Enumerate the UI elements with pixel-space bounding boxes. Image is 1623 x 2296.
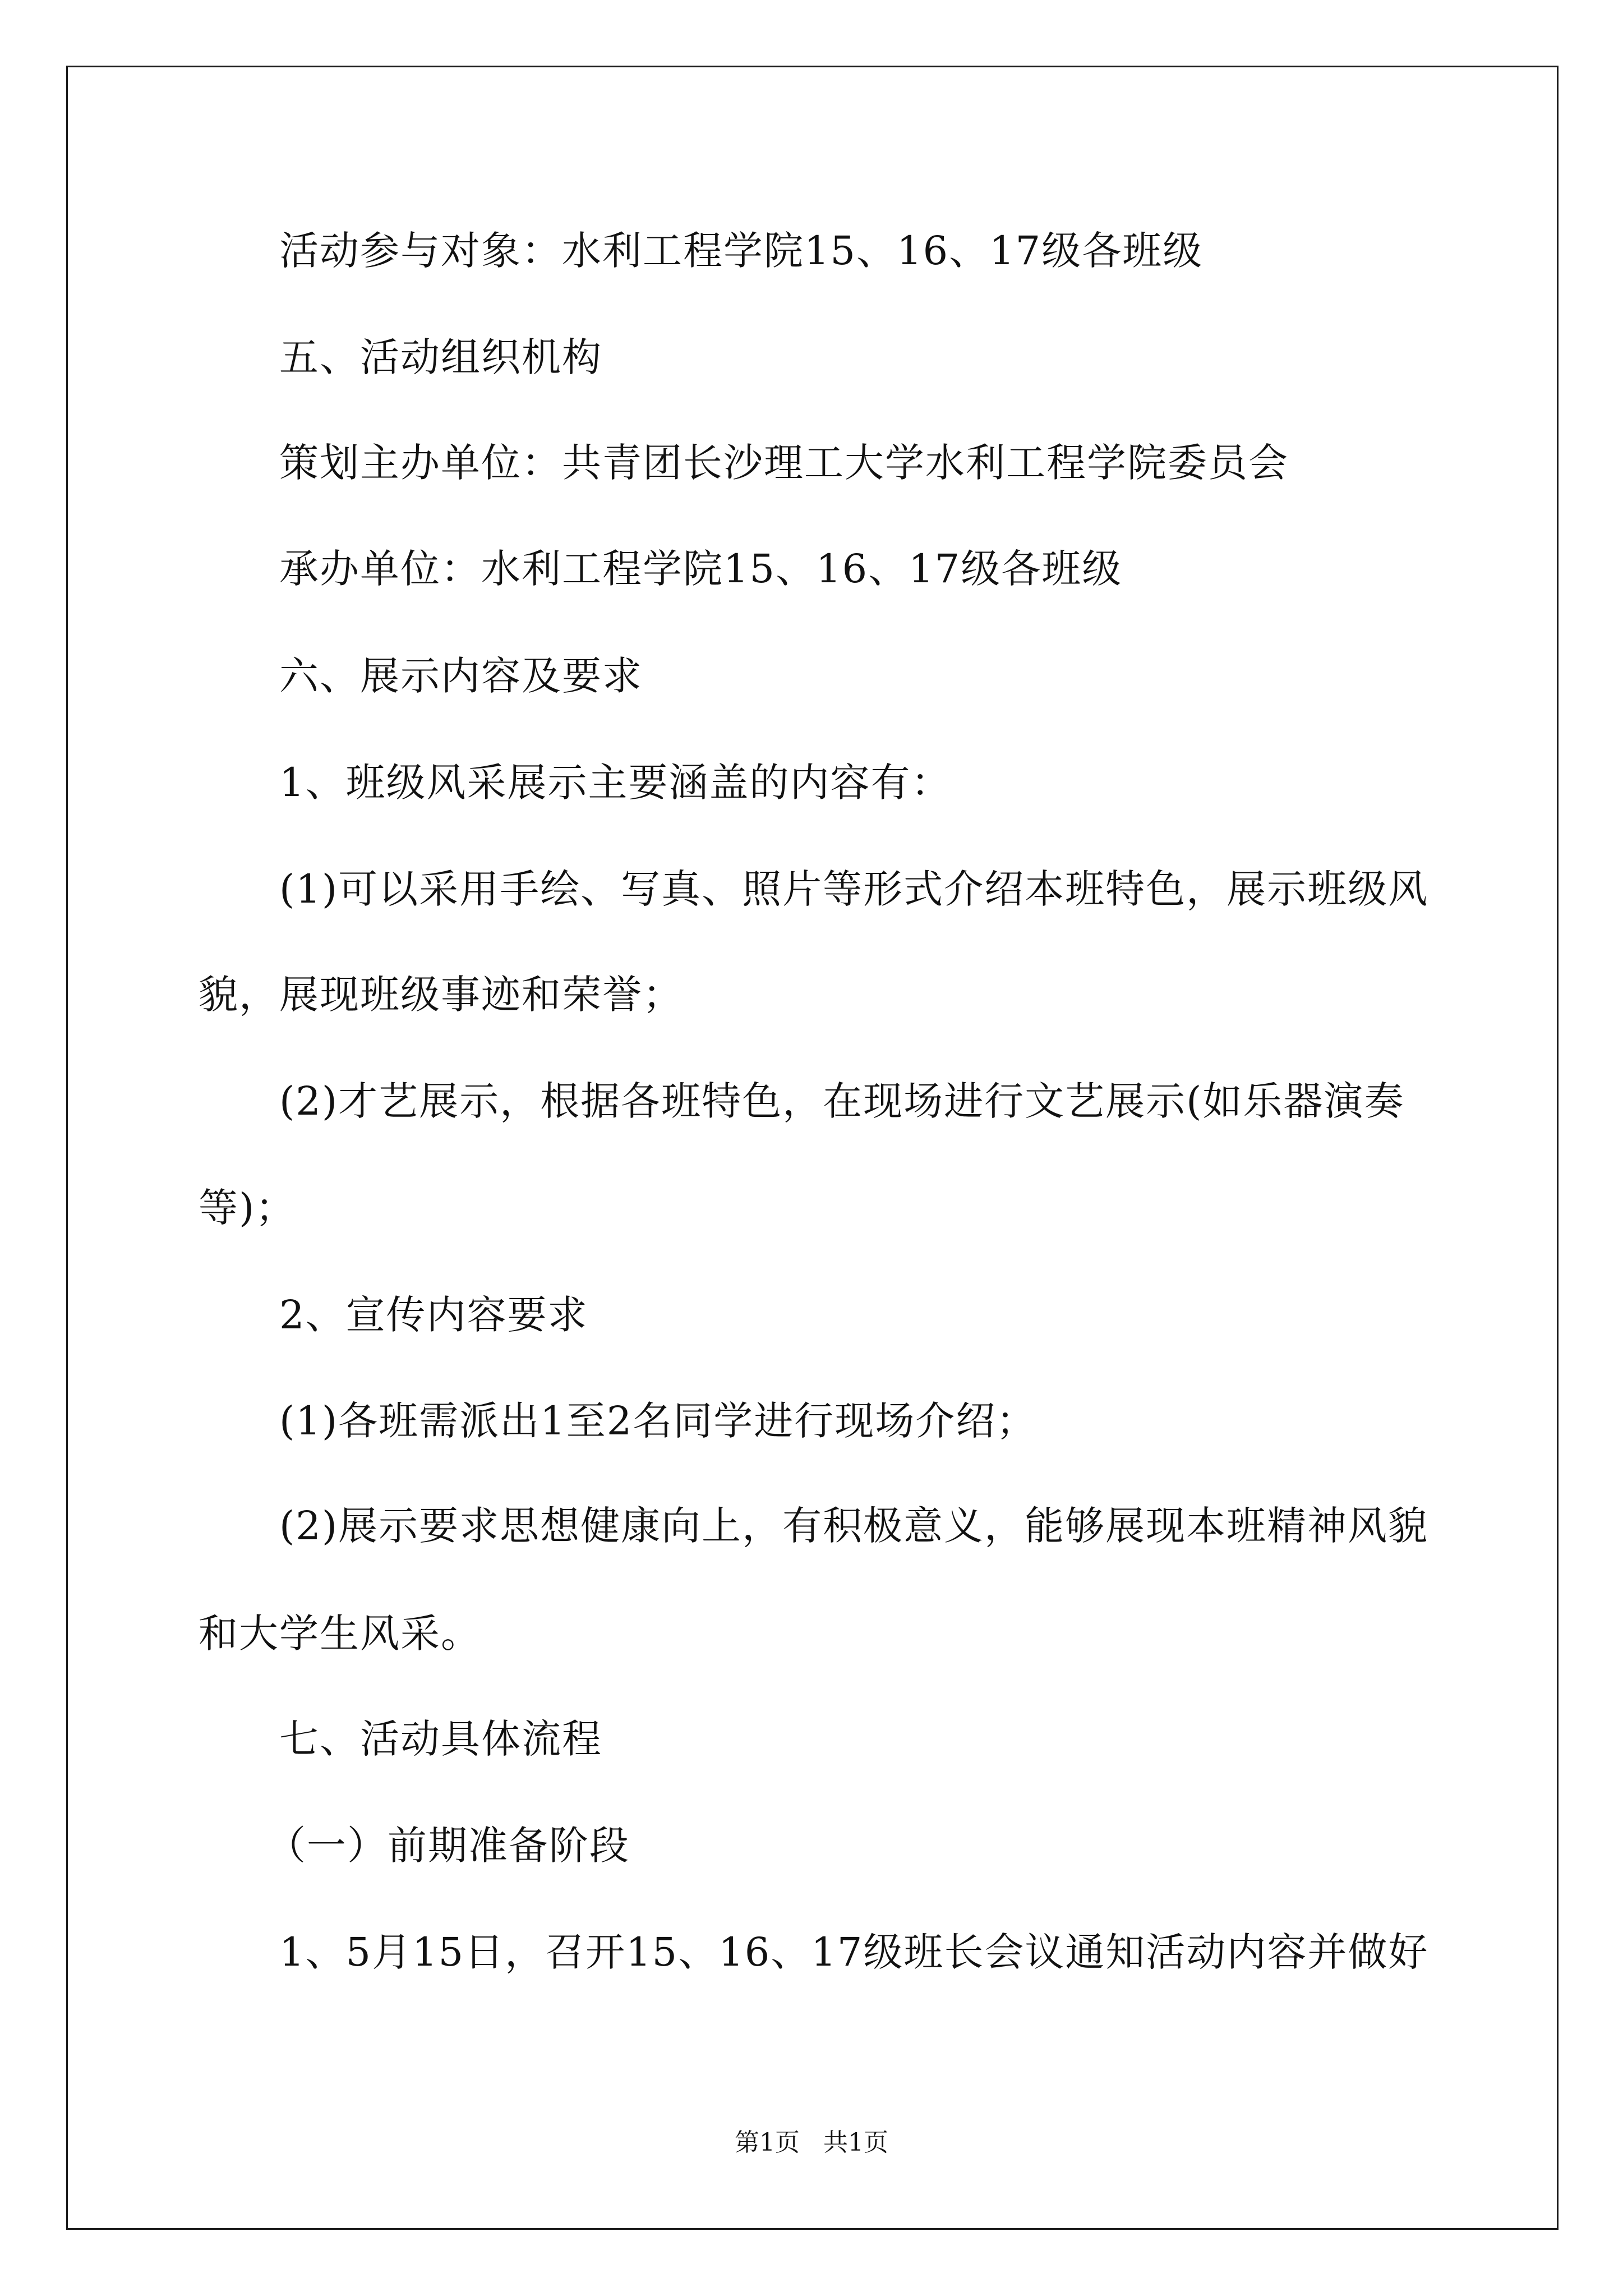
text-line: 貌，展现班级事迹和荣誉；: [199, 972, 683, 1018]
text-line: (1)可以采用手绘、写真、照片等形式介绍本班特色，展示班级风: [279, 866, 1429, 912]
text-line: 活动参与对象：水利工程学院15、16、17级各班级: [279, 228, 1204, 274]
text-line: 等)；: [199, 1185, 296, 1231]
text-line: 1、班级风采展示主要涵盖的内容有：: [279, 760, 952, 806]
text-line: 策划主办单位：共青团长沙理工大学水利工程学院委员会: [279, 440, 1289, 486]
text-line: (2)才艺展示，根据各班特色，在现场进行文艺展示(如乐器演奏: [279, 1078, 1405, 1124]
text-line: 1、5月15日，召开15、16、17级班长会议通知活动内容并做好: [279, 1929, 1429, 1975]
text-line: (2)展示要求思想健康向上，有积极意义，能够展现本班精神风貌: [279, 1503, 1429, 1549]
text-line: (1)各班需派出1至2名同学进行现场介绍；: [279, 1398, 1037, 1444]
page-border: [66, 66, 1559, 2230]
text-line: 承办单位：水利工程学院15、16、17级各班级: [279, 546, 1123, 592]
text-line: 2、宣传内容要求: [279, 1292, 588, 1338]
section-heading: 五、活动组织机构: [279, 334, 602, 380]
page-footer: 第1页 共1页: [735, 2128, 888, 2157]
section-heading: 七、活动具体流程: [279, 1716, 602, 1762]
subsection-heading: （一）前期准备阶段: [266, 1823, 630, 1869]
text-line: 和大学生风采。: [199, 1611, 481, 1657]
section-heading: 六、展示内容及要求: [279, 653, 643, 699]
